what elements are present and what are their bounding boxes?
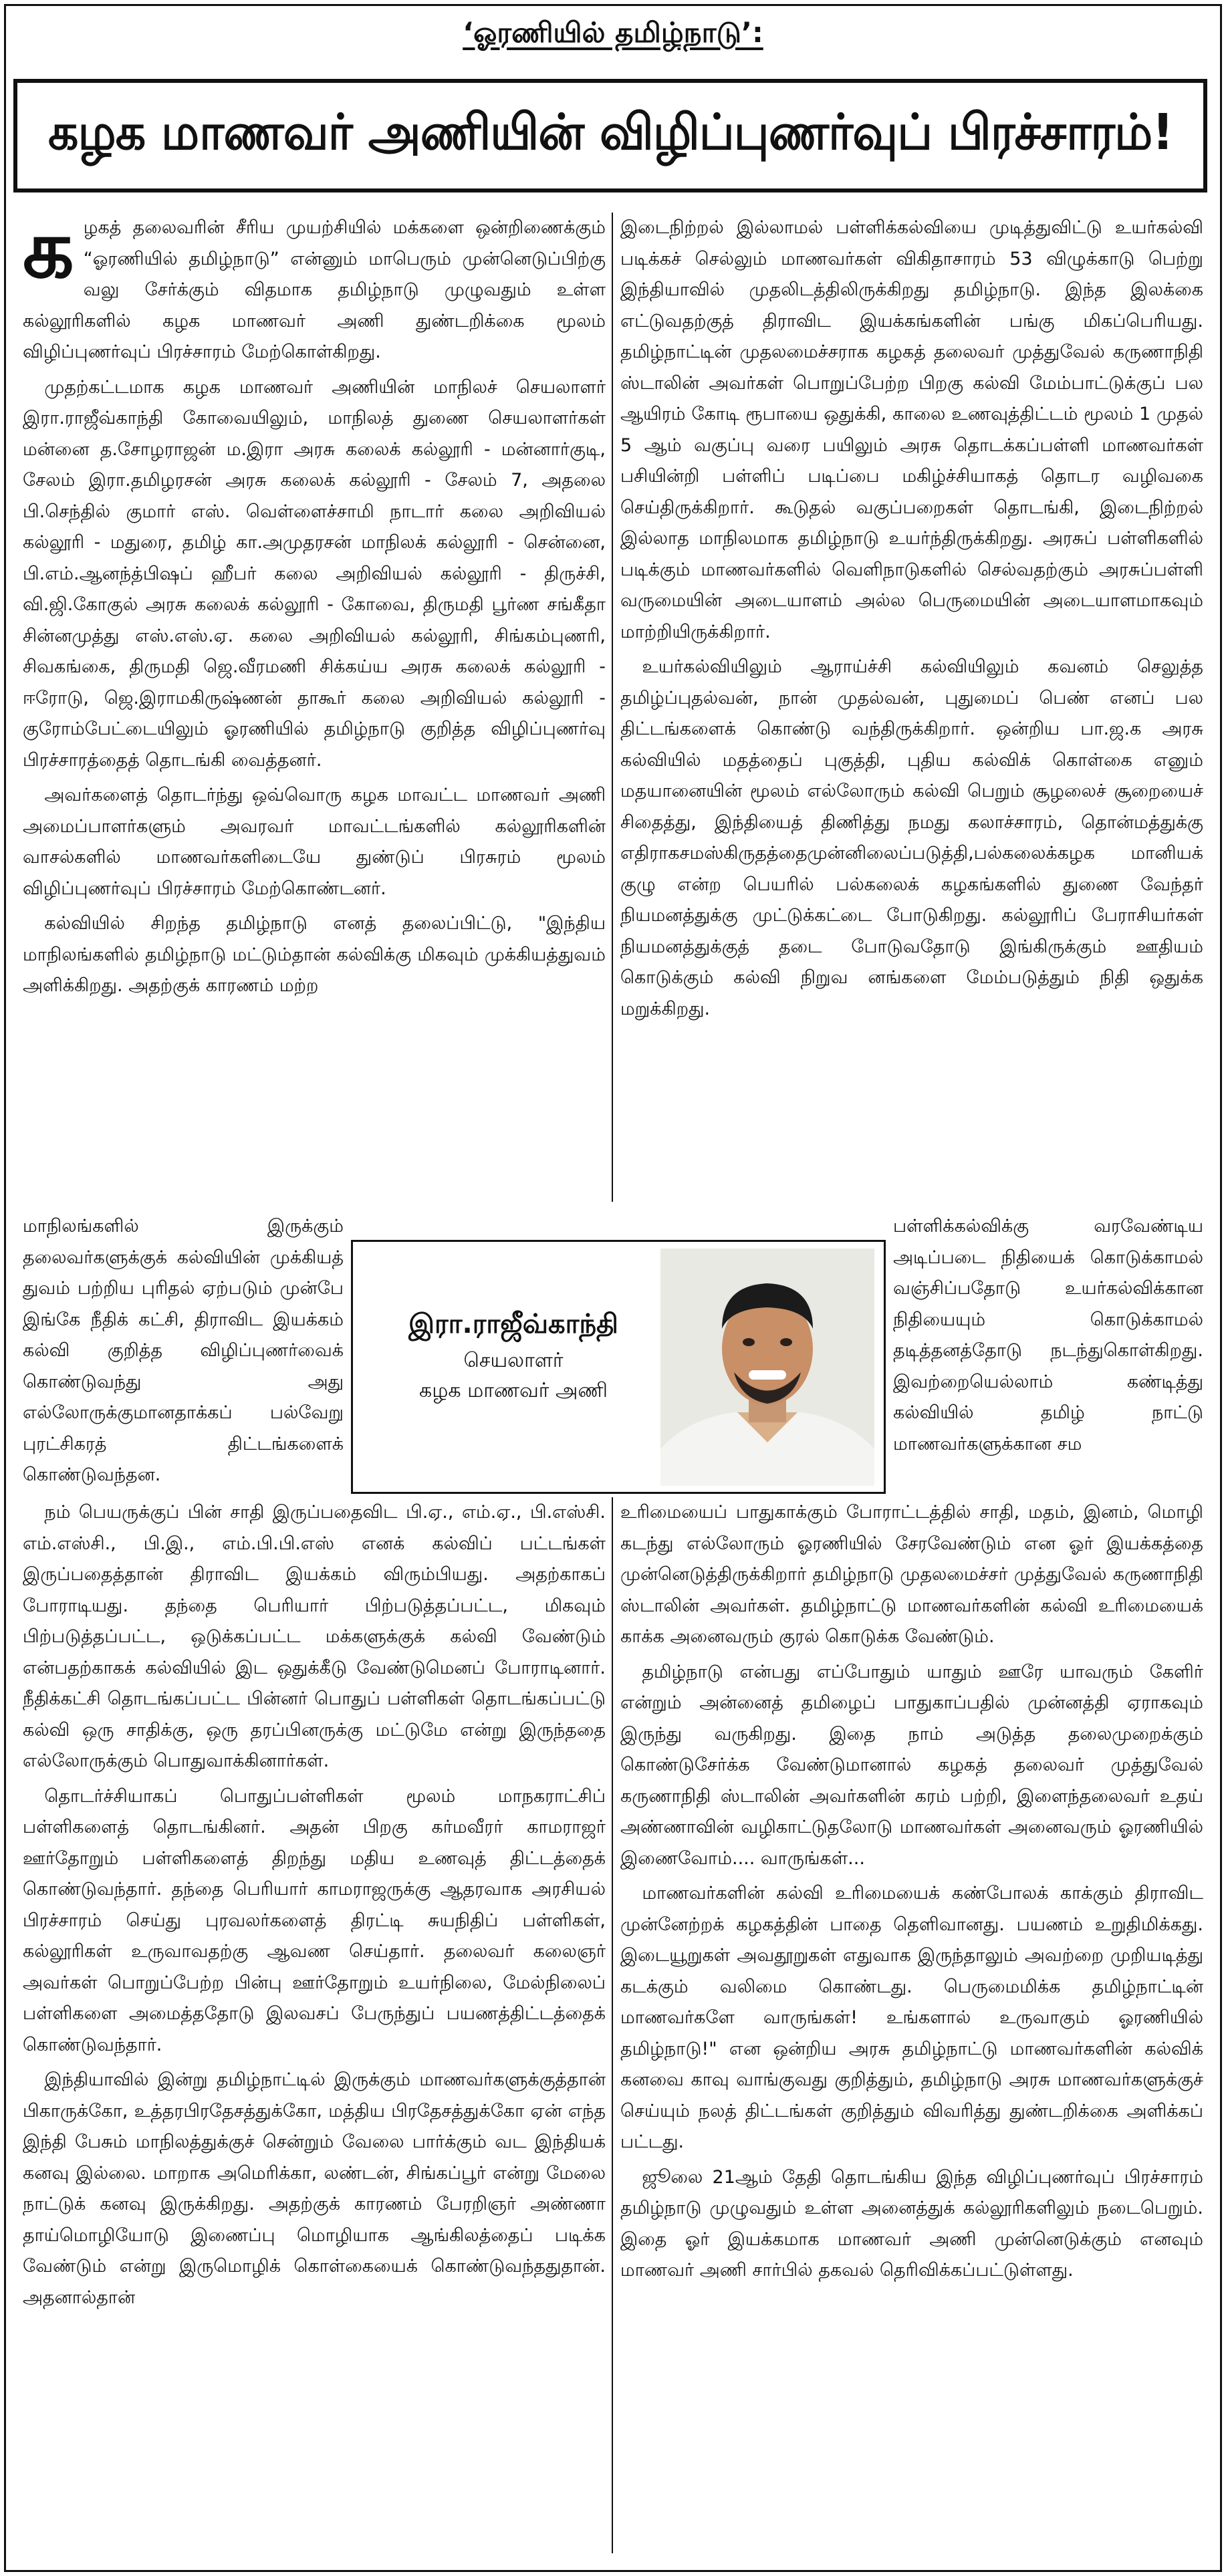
- mid-right-text: [893, 1211, 1203, 1464]
- lower-right-column: [620, 1497, 1203, 2291]
- kicker-wrap: [0, 12, 1226, 57]
- profile-name: இரா.ராஜீவ்காந்தி: [408, 1309, 618, 1339]
- mid-left-text: [23, 1211, 344, 1495]
- lower-right-paragraph-3: மாணவர்களின் கல்வி உரிமையைக் கண்போலக் காக்கும் திராவிட முன்னேற்றக் கழகத்தின் பாதை தெளிவானது. பயணம் உறுதிமிக்கது. இடையூறுகள் அவதூறுகள் எதுவாக இருந்தாலும் அவற்றை முறியடித்து கடக்கும் வலிமை கொண்டது. பெருமைமிக்க தமிழ்நாட்டின் மாணவர்களே வாருங்கள்! உங்களால் உருவாகும் ஓரணியில் தமிழ்நாடு!" என ஒன்றிய அரசு தமிழ்நாட்டு மாணவர்களின் கல்விக் கனவை காவு வாங்குவது குறித்தும், தமிழ்நாடு அரசு மாணவர்களுக்குச் செய்யும் நலத் திட்டங்கள் குறித்தும் விவரித்து துண்டறிக்கை அளிக்கப் பட்டது.: [620, 1883, 1203, 2152]
- lower-left-column: [23, 1497, 606, 2317]
- column-divider-lower: [612, 1497, 613, 2553]
- right-paragraph-2: உயர்கல்வியிலும் ஆராய்ச்சி கல்வியிலும் கவனம் செலுத்த தமிழ்ப்புதல்வன், நான் முதல்வன், புதுமைப் பெண் எனப் பல திட்டங்களைக் கொண்டு வந்திருக்கிறார். ஒன்றிய பா.ஜ.க அரசு கல்வியில் மதத்தைப் புகுத்தி, புதிய கல்விக் கொள்கை எனும் மதயானையின் மூலம் எல்லோரும் கல்வி பெறும் சூழலைச் சூறையைச் சிதைத்து, இந்தியைத் திணித்து நமது கலாச்சாரம், தொன்மத்துக்கு எதிராகசமஸ்கிருதத்தைமுன்னிலைப்படுத்தி,பல்கலைக்கழக மானியக் குழு என்ற பெயரில் பல்கலைக் கழகங்களில் துணை வேந்தர் நியமனத்துக்கு முட்டுக்கட்டை போடுகிறது. கல்லூரிப் பேராசியர்கள் நியமனத்துக்குத் தடை போடுவதோடு இங்கிருக்கும் ஊதியம் கொடுக்கும் கல்வி நிறுவ னங்களை மேம்படுத்தும் நிதி ஒதுக்க மறுக்கிறது.: [620, 656, 1203, 1019]
- mid-right-paragraph: பள்ளிக்கல்விக்கு வரவேண்டிய அடிப்படை நிதியைக் கொடுக்காமல் வஞ்சிப்பதோடு உயர்கல்விக்கான நிதியையும் கொடுக்காமல் தடித்தனத்தோடு நடந்துகொள்கிறது. இவற்றையெல்லாம் கண்டித்து கல்வியில் தமிழ் நாட்டு மாணவர்களுக்கான சம: [893, 1216, 1203, 1454]
- profile-role: செயலாளர்: [463, 1349, 564, 1372]
- right-column: [620, 213, 1203, 1029]
- column-divider: [612, 213, 613, 1202]
- left-paragraph-4: கல்வியில் சிறந்த தமிழ்நாடு எனத் தலைப்பிட்டு, "இந்திய மாநிலங்களில் தமிழ்நாடு மட்டும்தான் கல்விக்கு மிகவும் முக்கியத்துவம் அளிக்கிறது. அதற்குக் காரணம் மற்ற: [23, 913, 606, 996]
- lower-right-paragraph-1: உரிமையைப் பாதுகாக்கும் போராட்டத்தில் சாதி, மதம், இனம், மொழி கடந்து எல்லோரும் ஓரணியில் சேரவேண்டும் என ஓர் இயக்கத்தை முன்னெடுத்திருக்கிறார் தமிழ்நாடு முதலமைச்சர் முத்துவேல் கருணாநிதி ஸ்டாலின் அவர்கள். தமிழ்நாட்டு மாணவர்களின் கல்வி உரிமையைக் காக்க அனைவரும் குரல் கொடுக்க வேண்டும்.: [620, 1502, 1203, 1647]
- lower-right-paragraph-2: தமிழ்நாடு என்பது எப்போதும் யாதும் ஊரே யாவரும் கேளிர் என்றும் அன்னைத் தமிழைப் பாதுகாப்பதில் முன்னத்தி ஏராகவும் இருந்து வருகிறது. இதை நாம் அடுத்த தலைமுறைக்கும் கொண்டுசேர்க்க வேண்டுமானால் கழகத் தலைவர் முத்துவேல் கருணாநிதி ஸ்டாலின் அவர்களின் கரம் பற்றி, இளைந்தலைவர் உதய் அண்ணாவின் வழிகாட்டுதலோடு மாணவர்கள் அனைவரும் ஓரணியில் இணைவோம்.... வாருங்கள்...: [620, 1661, 1203, 1869]
- headline-box: [13, 79, 1207, 192]
- kicker: ‘ஓரணியில் தமிழ்நாடு’:: [463, 16, 763, 49]
- right-paragraph-1: இடைநிற்றல் இல்லாமல் பள்ளிக்கல்வியை முடித்துவிட்டு உயர்கல்வி படிக்கச் செல்லும் மாணவர்கள் விகிதாசாரம் 53 விழுக்காடு பெற்று இந்தியாவில் முதலிடத்திலிருக்கிறது தமிழ்நாடு. இந்த இலக்கை எட்டுவதற்குத் திராவிட இயக்கங்களின் பங்கு மிகப்பெரியது. தமிழ்நாட்டின் முதலமைச்சராக கழகத் தலைவர் முத்துவேல் கருணாநிதி ஸ்டாலின் அவர்கள் பொறுப்பேற்ற பிறகு கல்வி மேம்பாட்டுக்குப் பல ஆயிரம் கோடி ரூபாயை ஒதுக்கி, காலை உணவுத்திட்டம் மூலம் 1 முதல் 5 ஆம் வகுப்பு வரை பயிலும் அரசு தொடக்கப்பள்ளி மாணவர்கள் பசியின்றி பள்ளிப் படிப்பை மகிழ்ச்சியாகத் தொடர வழிவகை செய்திருக்கிறார். கூடுதல் வகுப்பறைகள் தொடங்கி, இடைநிற்றல் இல்லாத மாநிலமாக தமிழ்நாடு உயர்ந்திருக்கிறது. அரசுப் பள்ளிகளில் படிக்கும் மாணவர்களில் வெளிநாடுகளில் செல்வதற்கும் அரசுப்பள்ளி வருமையின் அடையாளம் அல்ல பெருமையின் அடையாளமாகவும் மாற்றியிருக்கிறார்.: [620, 217, 1203, 642]
- headline: கழக மாணவர் அணியின் விழிப்புணர்வுப் பிரச்சாரம்!: [47, 104, 1173, 161]
- left-paragraph-1: கழகத் தலைவரின் சீரிய முயற்சியில் மக்களை ஒன்றிணைக்கும் “ஓரணியில் தமிழ்நாடு” என்னும் மாபெரும் முன்னெடுப்பிற்கு வலு சேர்க்கும் விதமாக தமிழ்நாடு முழுவதும் உள்ள கல்லூரிகளில் கழக மாணவர் அணி துண்டறிக்கை மூலம் விழிப்புணர்வுப் பிரச்சாரம் மேற்கொள்கிறது.: [23, 203, 606, 362]
- left-paragraph-3: அவர்களைத் தொடர்ந்து ஒவ்வொரு கழக மாவட்ட மாணவர் அணி அமைப்பாளர்களும் அவரவர் மாவட்டங்களில் கல்லூரிகளின் வாசல்களில் மாணவர்களிடையே துண்டுப் பிரசுரம் மூலம் விழிப்புணர்வுப் பிரச்சாரம் மேற்கொண்டனர்.: [23, 785, 606, 899]
- dropcap: க: [23, 203, 74, 296]
- left-paragraph-2: முதற்கட்டமாக கழக மாணவர் அணியின் மாநிலச் செயலாளர் இரா.ராஜீவ்காந்தி கோவையிலும், மாநிலத் துணை செயலாளர்கள் மன்னை த.சோழராஜன் ம.இரா அரசு கலைக் கல்லூரி - மன்னார்குடி, சேலம் இரா.தமிழரசன் அரசு கலைக் கல்லூரி - சேலம் 7, அதலை பி.செந்தில் குமார் எஸ். வெள்ளைச்சாமி நாடார் கலை அறிவியல் கல்லூரி - மதுரை, தமிழ் கா.அமுதரசன் மாநிலக் கல்லூரி - சென்னை, பி.எம்.ஆனந்த்பிஷப் ஹீபர் கலை அறிவியல் கல்லூரி - திருச்சி, வி.ஜி.கோகுல் அரசு கலைக் கல்லூரி - கோவை, திருமதி பூர்ண சங்கீதா சின்னமுத்து எஸ்.எஸ்.ஏ. கலை அறிவியல் கல்லூரி, சிங்கம்புணரி, சிவகங்கை, திருமதி ஜெ.வீரமணி சிக்கய்ய அரசு கலைக் கல்லூரி - ஈரோடு, ஜெ.இராமகிருஷ்ணன் தாகூர் கலை அறிவியல் கல்லூரி - குரோம்பேட்டையிலும் ஓரணியில் தமிழ்நாடு குறித்த விழிப்புணர்வு பிரச்சாரத்தைத் தொடங்கி வைத்தனர்.: [23, 376, 606, 771]
- mid-left-paragraph: மாநிலங்களில் இருக்கும் தலைவர்களுக்குக் கல்வியின் முக்கியத் துவம் பற்றிய புரிதல் ஏற்படும் முன்பே இங்கே நீதிக் கட்சி, திராவிட இயக்கம் கல்வி குறித்த விழிப்புணர்வைக் கொண்டுவந்து அது எல்லோருக்குமானதாக்கப் பல்வேறு புரட்சிகரத் திட்டங்களைக் கொண்டுவந்தன.: [23, 1216, 344, 1485]
- profile-photo: [660, 1249, 874, 1486]
- lower-left-paragraph-2: தொடர்ச்சியாகப் பொதுப்பள்ளிகள் மூலம் மாநகராட்சிப் பள்ளிகளைத் தொடங்கினர். அதன் பிறகு கர்மவீரர் காமராஜர் ஊர்தோறும் பள்ளிகளைத் திறந்து மதிய உணவுத் திட்டத்தைக் கொண்டுவந்தார். தந்தை பெரியார் காமராஜருக்கு ஆதரவாக அரசியல் பிரச்சாரம் செய்து புரவலர்களைத் திரட்டி சுயநிதிப் பள்ளிகள், கல்லூரிகள் உருவாவதற்கு ஆவண செய்தார். தலைவர் கலைஞர் அவர்கள் பொறுப்பேற்ற பின்பு ஊர்தோறும் உயர்நிலை, மேல்நிலைப் பள்ளிகளை அமைத்ததோடு இலவசப் பேருந்துப் பயணத்திட்டத்தைக் கொண்டுவந்தார்.: [23, 1785, 606, 2055]
- lower-left-paragraph-3: இந்தியாவில் இன்று தமிழ்நாட்டில் இருக்கும் மாணவர்களுக்குத்தான் பிகாருக்கோ, உத்தரபிரதேசத்துக்கோ, மத்திய பிரதேசத்துக்கோ ஏன் எந்த இந்தி பேசும் மாநிலத்துக்குச் சென்றும் வேலை பார்க்கும் வட இந்தியக் கனவு இல்லை. மாறாக அமெரிக்கா, லண்டன், சிங்கப்பூர் என்று மேலை நாட்டுக் கனவு இருக்கிறது. அதற்குக் காரணம் பேரறிஞர் அண்ணா தாய்மொழியோடு இணைப்பு மொழியாக ஆங்கிலத்தைப் படிக்க வேண்டும் என்று இருமொழிக் கொள்கையைக் கொண்டுவந்ததுதான். அதனால்தான்: [23, 2069, 606, 2308]
- profile-org: கழக மாணவர் அணி: [419, 1379, 608, 1402]
- profile-box: [351, 1240, 886, 1494]
- lower-right-paragraph-4: ஜூலை 21ஆம் தேதி தொடங்கிய இந்த விழிப்புணர்வுப் பிரச்சாரம் தமிழ்நாடு முழுவதும் உள்ள அனைத்துக் கல்லூரிகளிலும் நடைபெறும். இதை ஓர் இயக்கமாக மாணவர் அணி முன்னெடுக்கும் எனவும் மாணவர் அணி சார்பில் தகவல் தெரிவிக்கப்பட்டுள்ளது.: [620, 2166, 1203, 2281]
- lower-left-paragraph-1: நம் பெயருக்குப் பின் சாதி இருப்பதைவிட பி.ஏ., எம்.ஏ., பி.எஸ்சி. எம்.எஸ்சி., பி.இ., எம்.பி.பி.எஸ் எனக் கல்விப் பட்டங்கள் இருப்பதைத்தான் திராவிட இயக்கம் விரும்பியது. அதற்காகப் போராடியது. தந்தை பெரியார் பிற்படுத்தப்பட்ட, மிகவும் பிற்படுத்தப்பட்ட, ஒடுக்கப்பட்ட மக்களுக்குக் கல்வி வேண்டும் என்பதற்காகக் கல்வியில் இட ஒதுக்கீடு வேண்டுமெனப் போராடினார். நீதிக்கட்சி தொடங்கப்பட்ட பின்னர் பொதுப் பள்ளிகள் தொடங்கப்பட்டு கல்வி ஒரு சாதிக்கு, ஒரு தரப்பினருக்கு மட்டுமே என்று இருந்ததை எல்லோருக்கும் பொதுவாக்கினார்கள்.: [23, 1502, 606, 1771]
- left-column: [23, 203, 606, 1006]
